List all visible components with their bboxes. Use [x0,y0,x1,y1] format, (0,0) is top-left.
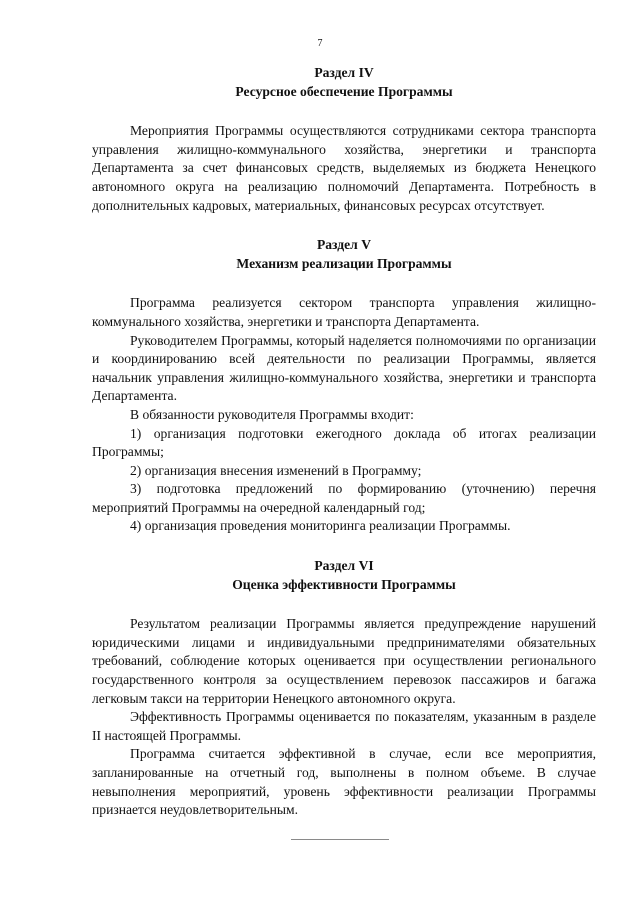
list-item: 3) подготовка предложений по формированию (уточнению) перечня мероприятий Программы на очередной календарный год; [92,481,596,515]
list-item: 4) организация проведения мониторинга реализации Программы. [130,518,511,534]
section-heading: Раздел IV [314,65,374,80]
section-heading: Раздел VI [314,558,374,574]
paragraph: Руководителем Программы, который наделяется полномочиями по организации и координированию всей деятельности по реализации Программы, является начальник управления жилищно-коммунального хозяйства, энергетики и транспорта Департамента. [92,332,596,404]
paragraph: В обязанности руководителя Программы входит: [130,406,414,422]
section-vi [92,557,596,820]
document-body [92,64,596,820]
paragraph: Программа считается эффективной в случае, если все мероприятия, запланированные на отчетный год, выполнены в полном объеме. В случае невыполнения мероприятий, уровень эффективности реализации Программы признается неудовлетворительным. [92,746,596,818]
list-item: 2) организация внесения изменений в Программу; [130,462,422,478]
footer-divider [291,839,389,840]
paragraph: Эффективность Программы оценивается по показателям, указанным в разделе II настоящей Программы. [92,709,596,743]
section-title: Механизм реализации Программы [236,255,452,271]
paragraph: Результатом реализации Программы является предупреждение нарушений юридическими лицами и индивидуальными предпринимателями обязательных требований, соблюдение которых оценивается при осуществлении регионального государственного контроля за осуществлением перевозок пассажиров и багажа легковым такси на территории Ненецкого автономного округа. [92,616,596,706]
section-v [92,236,596,536]
page-number: 7 [317,38,323,49]
paragraph: Программа реализуется сектором транспорта управления жилищно-коммунального хозяйства, энергетики и транспорта Департамента. [92,295,596,329]
section-iv [92,64,596,215]
list-item: 1) организация подготовки ежегодного доклада об итогах реализации Программы; [92,425,596,460]
section-title: Ресурсное обеспечение Программы [235,83,453,99]
paragraph: Мероприятия Программы осуществляются сотрудниками сектора транспорта управления жилищно-коммунального хозяйства, энергетики и транспорта Департамента за счет финансовых средств, выделяемых из бюджета Ненецкого автономного округа на реализацию полномочий Департамента. Потребность в дополнительных кадровых, материальных, финансовых ресурсах отсутствует. [92,123,596,213]
section-heading: Раздел V [316,237,372,253]
section-title: Оценка эффективности Программы [232,576,456,592]
